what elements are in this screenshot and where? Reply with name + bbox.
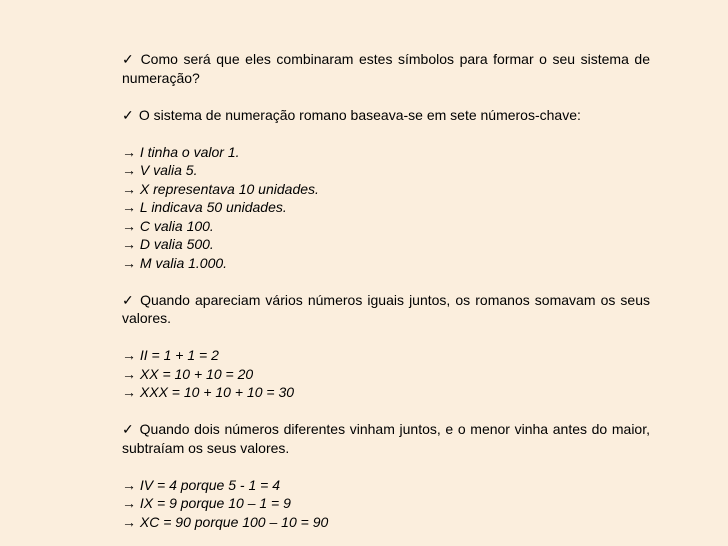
arrow-icon: → [122, 347, 136, 363]
subtraction-examples-list [122, 476, 650, 532]
checkmark-icon: ✓ [122, 106, 134, 123]
checkmark-icon: ✓ [122, 291, 134, 308]
list-item: → L indicava 50 unidades. [122, 199, 287, 215]
addition-examples-list [122, 346, 650, 402]
list-item: → XX = 10 + 10 = 20 [122, 365, 254, 382]
list-item: → X representava 10 unidades. [122, 180, 319, 197]
bullet-text: Quando apareciam vários números iguais juntos, os romanos somavam os seus valores. [122, 291, 651, 326]
bullet-question [122, 50, 650, 87]
key-numbers-list [122, 143, 650, 273]
bullet-subtraction-rule [122, 420, 650, 457]
arrow-icon: → [122, 143, 136, 160]
list-item: → XC = 90 porque 100 – 10 = 90 [122, 513, 329, 530]
list-item: → IX = 9 porque 10 – 1 = 9 [122, 495, 291, 511]
arrow-icon: → [122, 162, 136, 178]
arrow-icon: → [122, 365, 136, 382]
list-item: → IV = 4 porque 5 - 1 = 4 [122, 476, 280, 493]
arrow-icon: → [122, 217, 136, 234]
arrow-icon: → [122, 199, 136, 215]
list-item: → D valia 500. [122, 236, 214, 252]
list-item: → V valia 5. [122, 162, 198, 178]
list-item: → II = 1 + 1 = 2 [122, 347, 219, 363]
checkmark-icon: ✓ [122, 421, 134, 437]
checkmark-icon: ✓ [122, 51, 134, 67]
arrow-icon: → [122, 236, 136, 252]
slide-content [122, 50, 650, 531]
list-item: → I tinha o valor 1. [122, 143, 240, 160]
arrow-icon: → [122, 513, 136, 530]
bullet-text: Quando dois números diferentes vinham juntos, e o menor vinha antes do maior, subtraíam os seus valores. [122, 421, 650, 456]
arrow-icon: → [122, 254, 136, 271]
bullet-text: Como será que eles combinaram estes símbolos para formar o seu sistema de numeração? [122, 51, 650, 86]
list-item: → M valia 1.000. [122, 254, 228, 271]
list-item: → XXX = 10 + 10 + 10 = 30 [122, 384, 295, 400]
arrow-icon: → [122, 476, 136, 493]
list-item: → C valia 100. [122, 217, 214, 234]
bullet-addition-rule [122, 291, 650, 328]
arrow-icon: → [122, 384, 136, 400]
bullet-key-numbers [122, 106, 650, 125]
bullet-text: O sistema de numeração romano baseava-se em sete números-chave: [138, 106, 581, 123]
arrow-icon: → [122, 495, 136, 511]
arrow-icon: → [122, 180, 136, 197]
